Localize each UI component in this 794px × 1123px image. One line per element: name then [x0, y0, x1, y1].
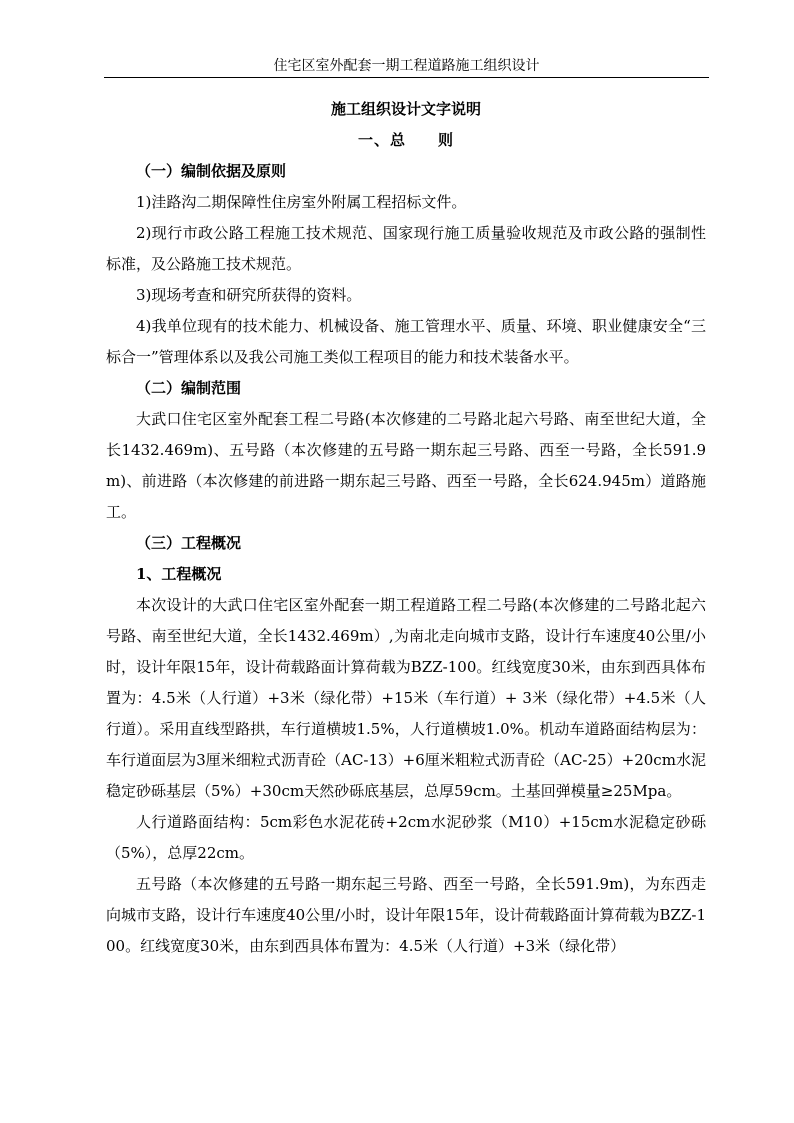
scope-paragraph: 大武口住宅区室外配套工程二号路(本次修建的二号路北起六号路、南至世纪大道，全长1432.469m)、五号路（本次修建的五号路一期东起三号路、西至一号路，全长591.9m)、前进路（本次修建的前进路一期东起三号路、西至一号路，全长624.945m）道路施工。: [106, 410, 706, 521]
overview-paragraph-sidewalk: 人行道路面结构：5cm彩色水泥花砖+2cm水泥砂浆（M10）+15cm水泥稳定砂砾（5%），总厚22cm。: [106, 813, 706, 862]
section-heading-general: 一、总 则: [357, 131, 454, 149]
subsection-heading-basis: （一）编制依据及原则: [136, 162, 287, 180]
overview-paragraph-road2: 本次设计的大武口住宅区室外配套一期工程道路工程二号路(本次修建的二号路北起六号路、南至世纪大道，全长1432.469m）,为南北走向城市支路，设计行车速度40公里/小时，设计年限15年，设计荷载路面计算荷载为BZZ-100。红线宽度30米，由东到西具体布置为：4.5米（人行道）+3米（绿化带）+15米（车行道）+ 3米（绿化带）+4.5米（人行道）。采用直线型路拱，车行道横坡1.5%，人行道横坡1.0%。机动车道路面结构层为：车行道面层为3厘米细粒式沥青砼（AC-13）+6厘米粗粒式沥青砼（AC-25）+20cm水泥稳定砂砾基层（5%）+30cm天然砂砾底基层，总厚59cm。土基回弹模量≥25Mpa。: [106, 596, 706, 800]
header-rule: [104, 77, 709, 78]
basis-item: 2)现行市政公路工程施工技术规范、国家现行施工质量验收规范及市政公路的强制性标准，及公路施工技术规范。: [106, 224, 706, 273]
document-body: [106, 94, 706, 962]
subsection-heading-overview: （三）工程概况: [136, 534, 242, 552]
basis-item: 3)现场考查和研究所获得的资料。: [136, 286, 362, 304]
overview-paragraph-road5: 五号路（本次修建的五号路一期东起三号路、西至一号路，全长591.9m)，为东西走向城市支路，设计行车速度40公里/小时，设计年限15年，设计荷载路面计算荷载为BZZ-100。红线宽度30米，由东到西具体布置为：4.5米（人行道）+3米（绿化带）: [106, 875, 706, 955]
basis-item: 1)洼路沟二期保障性住房室外附属工程招标文件。: [136, 193, 467, 211]
document-title: 施工组织设计文字说明: [330, 100, 481, 118]
overview-sub-heading: 1、工程概况: [136, 565, 222, 583]
subsection-heading-scope: （二）编制范围: [136, 379, 242, 397]
basis-item: 4)我单位现有的技术能力、机械设备、施工管理水平、质量、环境、职业健康安全“三标合一”管理体系以及我公司施工类似工程项目的能力和技术装备水平。: [106, 317, 706, 366]
running-header: 住宅区室外配套一期工程道路施工组织设计: [273, 58, 540, 74]
